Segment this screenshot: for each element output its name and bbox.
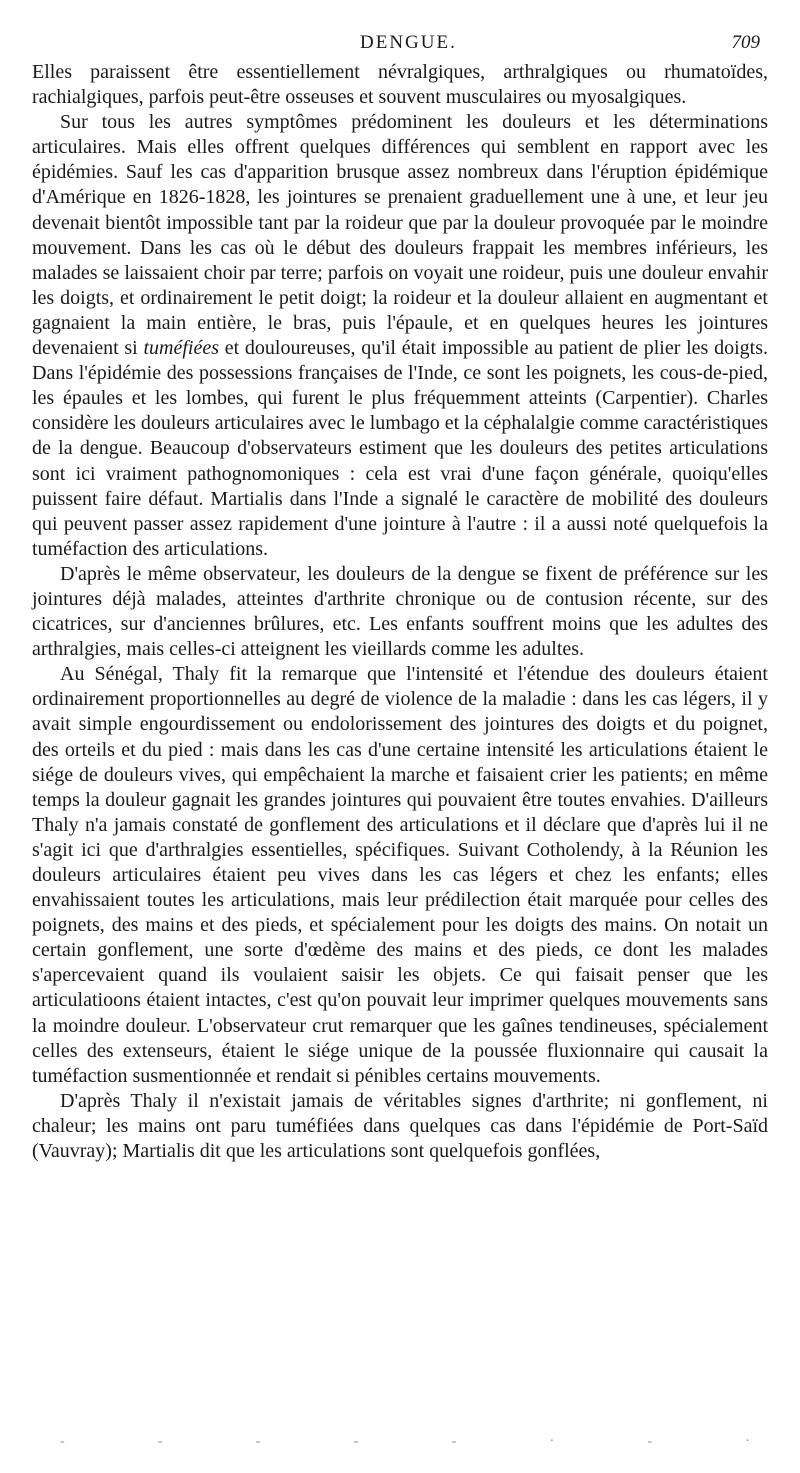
page-number: 709 [731, 32, 760, 53]
scan-mark: - [451, 1434, 457, 1449]
paragraph-text: Sur tous les autres symptômes prédominent les douleurs et les déterminations articulaires. Mais elles offrent quelques différences qui semblent en rapport avec les épidémies. Sauf les cas d'apparition brusque assez nombreux dans l'éruption épidémique d'Amérique en 1826-1828, les jointures se prenaient graduellement une à une, et leur jeu devenait bientôt impossible tant par la roideur que par la douleur provoquée par le moindre mouvement. Dans les cas où le début des douleurs frappait les membres inférieurs, les malades se laissaient choir par terre; parfois on voyait une roideur, puis une douleur envahir les doigts, et ordinairement le petit doigt; la roideur et la douleur allaient en augmentant et gagnaient la main entière, le bras, puis l'épaule, et en quelques heures les jointures devenaient si [32, 111, 768, 360]
paragraph-text: D'après le même observateur, les douleurs de la dengue se fixent de préférence sur les jointures déjà malades, atteintes d'arthrite chronique ou de contusion récente, sur des cicatrices, sur d'anciennes brûlures, etc. Les enfants souffrent moins que les adultes des arthralgies, mais celles-ci atteignent les vieillards comme les adultes. [32, 562, 768, 661]
paragraph-1 [32, 60, 768, 110]
body-text [32, 60, 768, 1164]
paragraph-2 [32, 110, 768, 562]
paragraph-3 [32, 562, 768, 662]
scan-mark: - [60, 1434, 65, 1449]
scan-mark: - [157, 1434, 163, 1449]
running-title: DENGUE. [360, 32, 457, 53]
page-header [0, 32, 800, 56]
scan-mark: · [745, 1434, 750, 1449]
emphasis-text: tuméfiées [143, 337, 219, 360]
paragraph-text: Elles paraissent être essentiellement névralgiques, arthralgiques ou rhumatoïdes, rachialgiques, parfois peut-être osseuses et souvent musculaires ou myosalgiques. [32, 61, 768, 109]
scan-artifacts [60, 1434, 750, 1450]
paragraph-5 [32, 1089, 768, 1164]
paragraph-text-continued: et douloureuses, qu'il était impossible au patient de plier les doigts. Dans l'épidémie des possessions françaises de l'Inde, ce sont les poignets, les cous-de-pied, les épaules et les lombes, qui furent le plus fréquemment atteints (Carpentier). Charles considère les douleurs articulaires avec le lumbago et la céphalalgie comme caractéristiques de la dengue. Beaucoup d'observateurs estiment que les douleurs des petites articulations sont ici vraiment pathognomoniques : cela est vrai d'une façon générale, quoiqu'elles puissent faire défaut. Martialis dans l'Inde a signalé le caractère de mobilité des douleurs qui peuvent passer assez rapidement d'une jointure à l'autre : il a aussi noté quelquefois la tuméfaction des articulations. [32, 337, 768, 560]
scan-mark: - [255, 1434, 261, 1449]
paragraph-4 [32, 662, 768, 1089]
scan-mark: - [353, 1434, 359, 1449]
paragraph-text: Au Sénégal, Thaly fit la remarque que l'intensité et l'étendue des douleurs étaient ordinairement proportionnelles au degré de violence de la maladie : dans les cas légers, il y avait simple engourdissement ou endolorissement des jointures des doigts et du poignet, des orteils et du pied : mais dans les cas d'une certaine intensité les articulations étaient le siége de douleurs vives, qui empêchaient la marche et faisaient crier les patients; en même temps la douleur gagnait les grandes jointures qui pouvaient être toutes envahies. D'ailleurs Thaly n'a jamais constaté de gonflement des articulations et il déclare que d'après lui il ne s'agit ici que d'arthralgies essentielles, spécifiques. Suivant Cotholendy, à la Réunion les douleurs articulaires étaient peu vives dans les cas légers et chez les enfants; elles envahissaient toutes les articulations, mais leur prédilection était marquée pour celles des poignets, des mains et des pieds, et spécialement pour les doigts des mains. On notait un certain gonflement, une sorte d'œdème des mains et des pieds, ce dont les malades s'apercevaient quand ils voulaient saisir les objets. Ce qui faisait penser que les articulatioons étaient intactes, c'est qu'on pouvait leur imprimer quelques mouvements sans la moindre douleur. L'observateur crut remarquer que les gaînes tendineuses, spécialement celles des extenseurs, étaient le siége unique de la poussée fluxionnaire qui causait la tuméfaction susmentionnée et rendait si pénibles certains mouvements. [32, 663, 768, 1087]
paragraph-text: D'après Thaly il n'existait jamais de véritables signes d'arthrite; ni gonflement, ni chaleur; les mains ont paru tuméfiées dans quelques cas dans l'épidémie de Port-Saïd (Vauvray); Martialis dit que les articulations sont quelquefois gonflées, [32, 1089, 768, 1163]
scan-mark: · [549, 1434, 555, 1449]
scan-mark: - [647, 1434, 653, 1449]
